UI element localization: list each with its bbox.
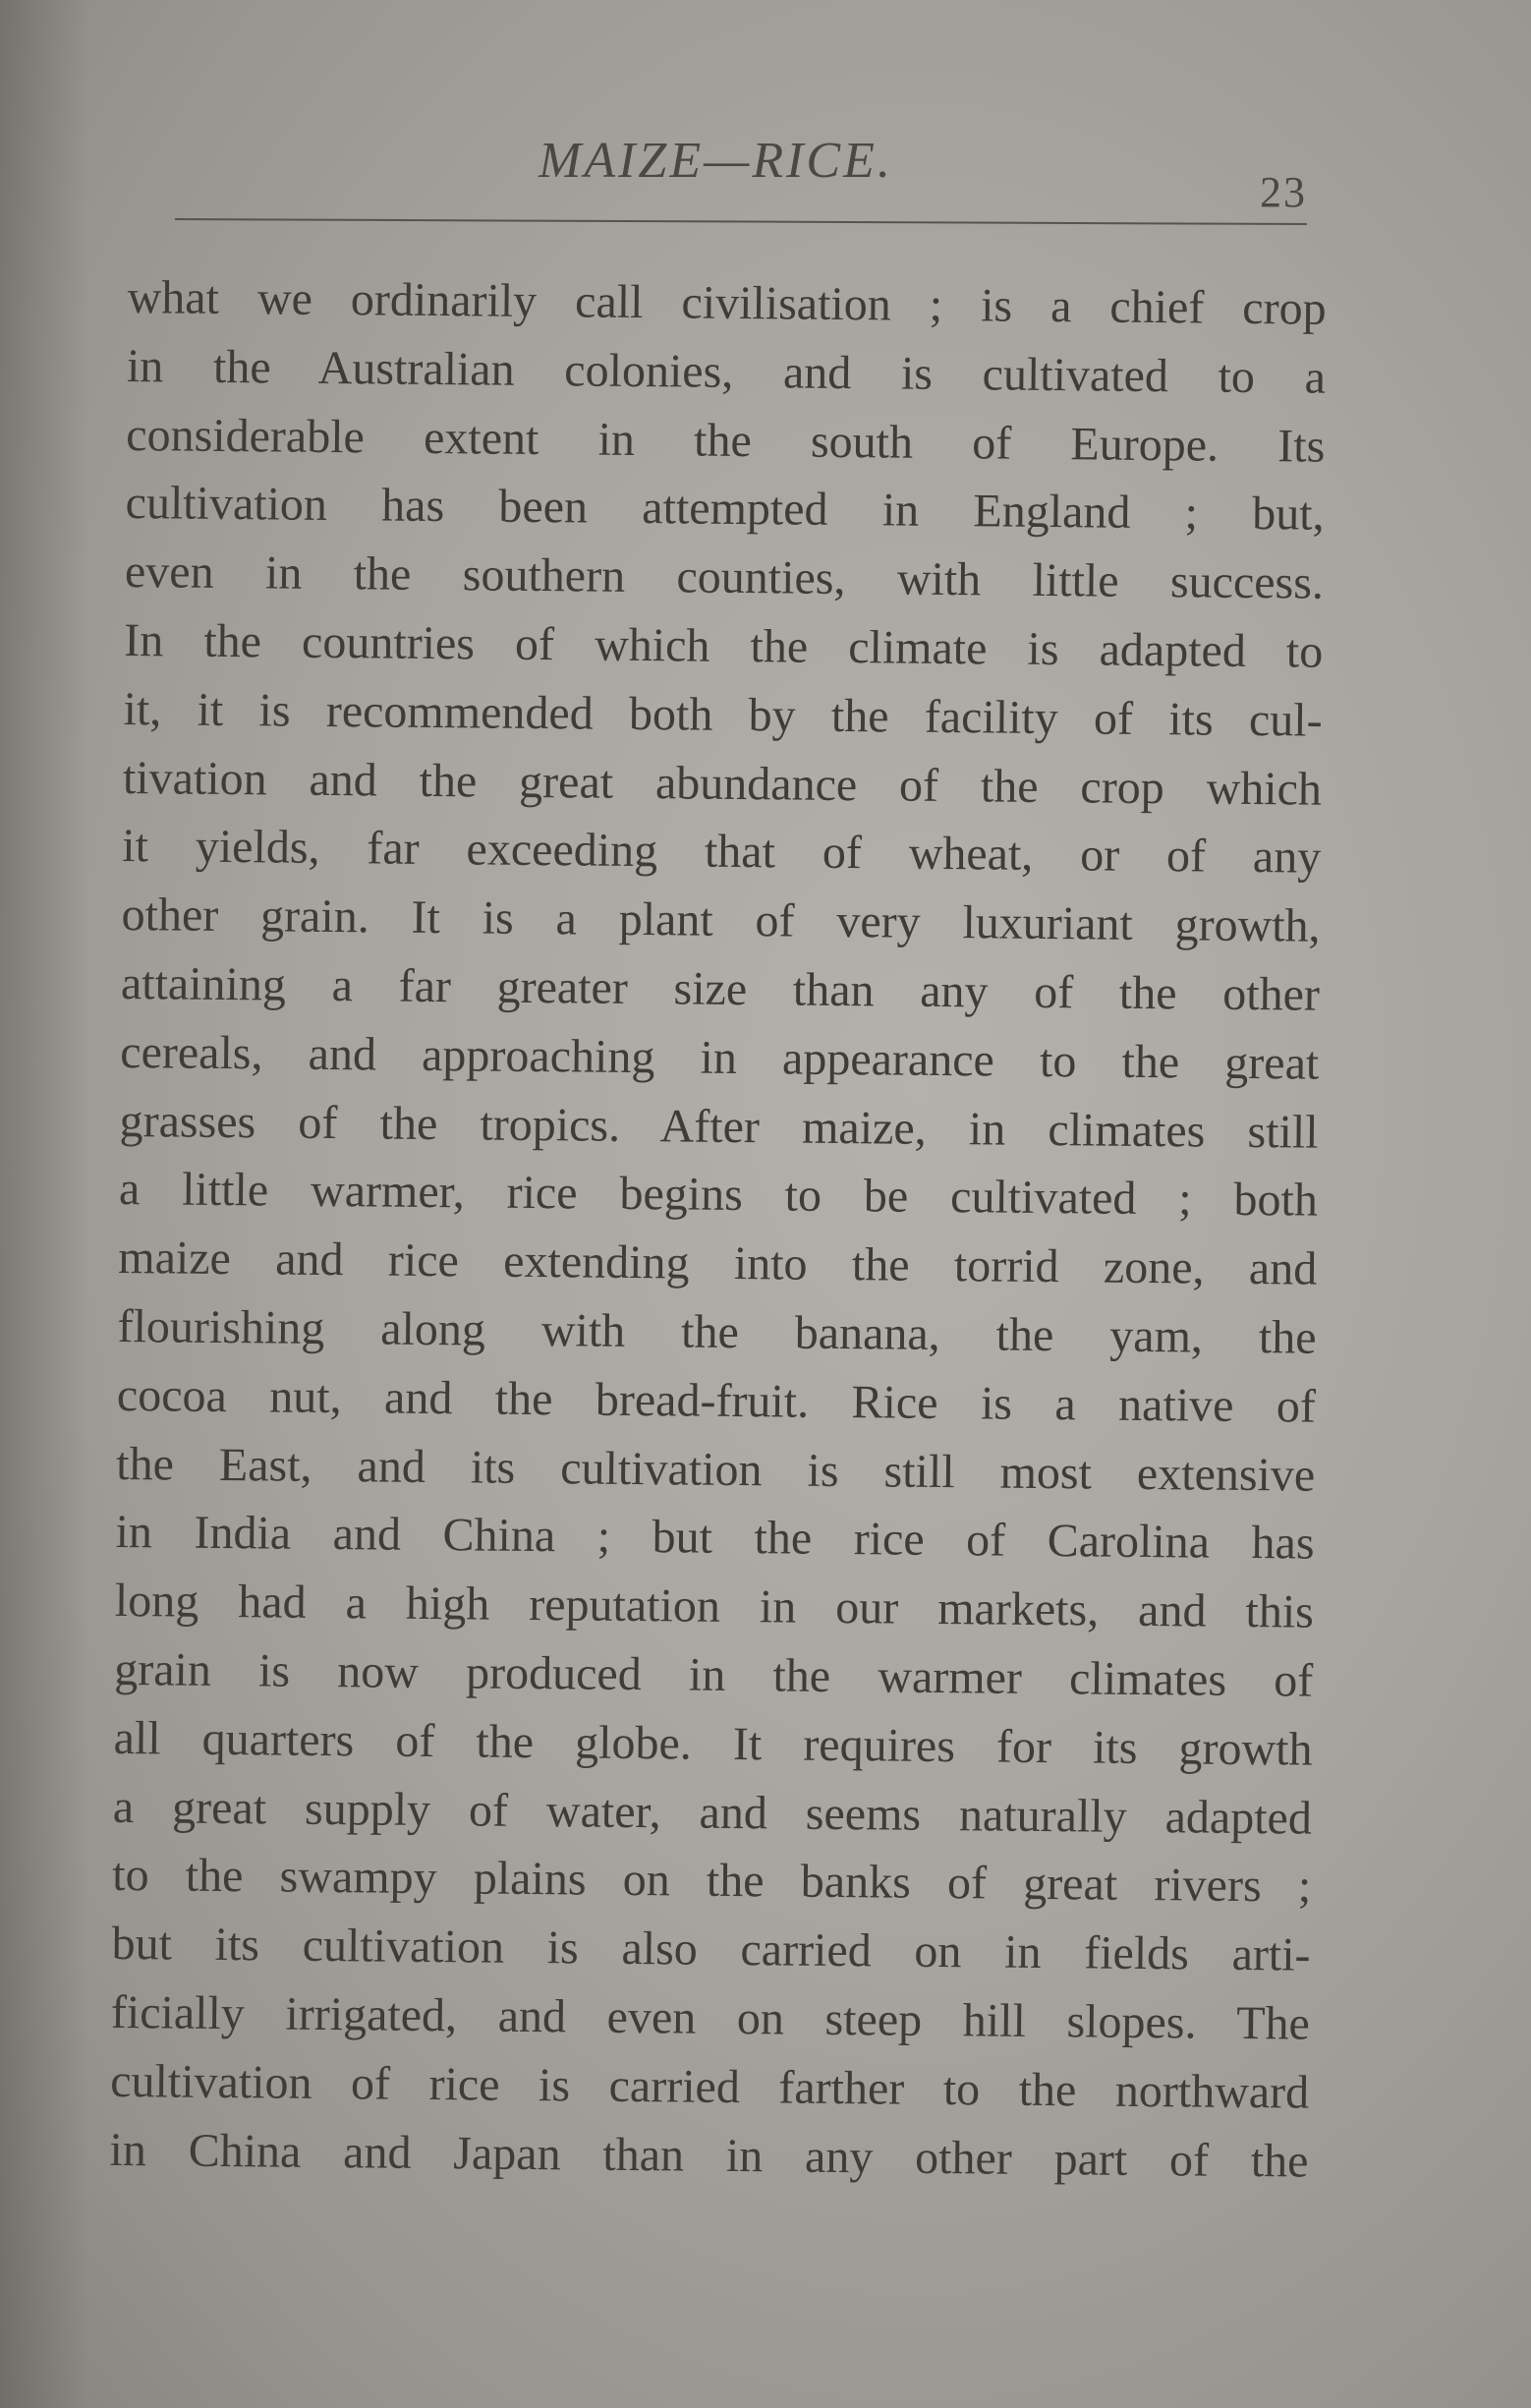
text-line: to the swampy plains on the banks of great rivers ; <box>112 1849 1312 1913</box>
text-line: cultivation of rice is carried farther to the northward <box>109 2054 1310 2119</box>
text-line: cocoa nut, and the bread-fruit. Rice is a native of <box>116 1368 1317 1433</box>
text-line: maize and rice extending into the torrid zone, and <box>118 1232 1318 1295</box>
text-line: what we ordinarily call civilisation ; is a chief crop <box>127 270 1327 335</box>
running-head: MAIZE—RICE. <box>539 133 893 189</box>
text-line: in India and China ; but the rice of Carolina has <box>115 1506 1315 1570</box>
page-edge-shadow <box>0 0 88 2408</box>
text-line: cereals, and approaching in appearance to the great <box>120 1025 1320 1090</box>
text-line: the East, and its cultivation is still most extensive <box>116 1437 1316 1502</box>
text-line: a great supply of water, and seems naturally adapted <box>112 1780 1313 1845</box>
header-rule <box>175 218 1307 225</box>
body-text <box>109 263 1327 2196</box>
text-line: it yields, far exceeding that of wheat, or of any <box>122 820 1322 885</box>
text-line: other grain. It is a plant of very luxuriant growth, <box>121 889 1321 952</box>
text-line: considerable extent in the south of Europe. Its <box>126 408 1326 473</box>
text-line: all quarters of the globe. It requires for its growth <box>113 1711 1313 1776</box>
text-line: grasses of the tropics. After maize, in climates still <box>119 1094 1319 1159</box>
text-line: in the Australian colonies, and is cultivated to a <box>126 339 1327 404</box>
text-line: In the countries of which the climate is adapted to <box>124 613 1324 678</box>
text-line: long had a high reputation in our markets, and this <box>114 1575 1315 1638</box>
text-line: grain is now produced in the warmer climates of <box>114 1642 1314 1707</box>
text-line: a little warmer, rice begins to be cultivated ; both <box>118 1163 1319 1228</box>
text-line: flourishing along with the banana, the yam, the <box>117 1299 1317 1364</box>
text-line: but its cultivation is also carried on in fields arti- <box>111 1918 1311 1981</box>
text-line: even in the southern counties, with little success. <box>124 545 1325 609</box>
page-number: 23 <box>1260 168 1307 216</box>
text-line: attaining a far greater size than any of the other <box>120 956 1321 1021</box>
text-line: in China and Japan than in any other part of the <box>109 2123 1309 2188</box>
text-line: tivation and the great abundance of the crop which <box>122 751 1323 816</box>
text-line: ficially irrigated, and even on steep hill slopes. The <box>110 1985 1311 2050</box>
text-line: cultivation has been attempted in England ; but, <box>125 477 1325 542</box>
text-line: it, it is recommended both by the facility of its cul- <box>123 682 1323 747</box>
